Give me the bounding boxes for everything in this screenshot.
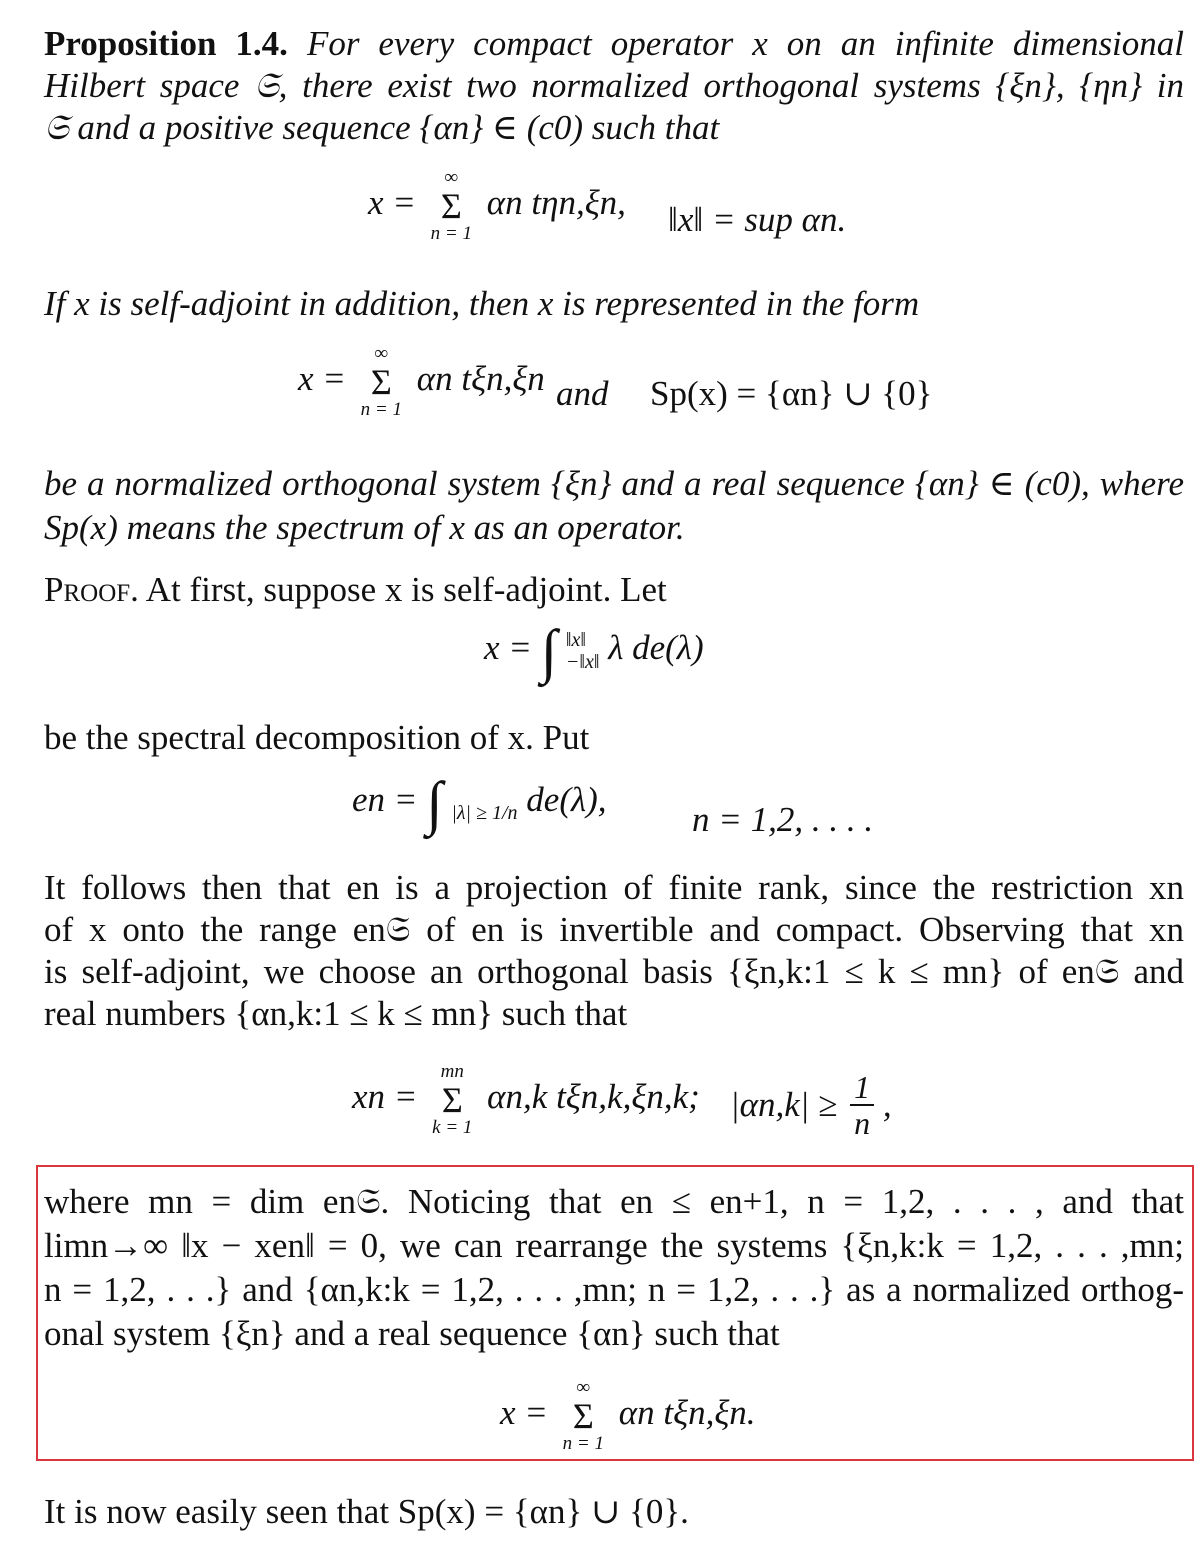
eq5-comma: , — [882, 1085, 892, 1124]
conclusion-line: It is now easily seen that Sp(x) = {αn} ∪ {0}. — [44, 1492, 689, 1531]
equation-3 — [484, 617, 704, 684]
proposition-line-3: 𝔖 and a positive sequence {αn} ∈ (c0) such that — [44, 108, 720, 147]
equation-5-bound — [730, 1070, 892, 1140]
eq5-lhs: xn = — [352, 1077, 418, 1117]
follows-line-3: is self-adjoint, we choose an orthogonal basis {ξn,k:1 ≤ k ≤ mn} of en𝔖 and — [44, 952, 1184, 991]
sum-upper-limit: ∞ — [444, 167, 459, 188]
fraction-numerator: 1 — [850, 1070, 874, 1106]
integral-domain — [451, 782, 517, 824]
normalized-line-1: be a normalized orthogonal system {ξn} and a real sequence {αn} ∈ (c0), where — [44, 464, 1184, 503]
equation-1 — [368, 168, 626, 244]
eq4-range: n = 1,2, . . . . — [692, 800, 874, 839]
fraction — [850, 1070, 874, 1140]
eq4-integrand: de(λ), — [526, 780, 607, 819]
normalized-line-2: Sp(x) means the spectrum of x as an operator. — [44, 508, 685, 547]
eq2-term: αn tξn,ξn — [416, 359, 545, 399]
boxed-line-1: where mn = dim en𝔖. Noticing that en ≤ en+1, n = 1,2, . . . , and that — [44, 1182, 1184, 1221]
sum-upper-limit: ∞ — [576, 1377, 591, 1398]
integral-symbol: ∫ — [540, 617, 558, 684]
sum-operator — [361, 344, 402, 420]
sigma-symbol: Σ — [370, 362, 392, 402]
sum-lower-limit: n = 1 — [360, 399, 402, 420]
eq3-lhs: x = — [484, 628, 532, 667]
fraction-denominator: n — [854, 1105, 871, 1141]
eq5-term: αn,k tξn,k,ξn,k; — [487, 1077, 700, 1117]
sigma-symbol: Σ — [441, 1080, 463, 1120]
proof-line — [44, 568, 1184, 612]
eq1-lhs: x = — [368, 183, 416, 223]
proof-text: At first, suppose x is self-adjoint. Let — [145, 570, 667, 609]
integral-upper: ‖x‖ — [565, 628, 586, 651]
integral-symbol: ∫ — [426, 769, 443, 836]
proposition-line-1 — [44, 22, 1184, 66]
eq2-and: and — [556, 374, 609, 413]
integral-lower: −‖x‖ — [565, 650, 600, 673]
follows-line-1: It follows then that en is a projection of finite rank, since the restriction xn — [44, 868, 1184, 907]
boxed-line-2: limn→∞ ‖x − xen‖ = 0, we can rearrange the systems {ξn,k:k = 1,2, . . . ,mn; — [44, 1226, 1184, 1265]
boxed-line-3: n = 1,2, . . .} and {αn,k:k = 1,2, . . . ,mn; n = 1,2, . . .} as a normalized orthog- — [44, 1270, 1184, 1309]
sum-operator — [432, 1062, 472, 1138]
sum-operator — [563, 1378, 604, 1454]
eq3-integrand: λ de(λ) — [608, 628, 704, 667]
proposition-line-2: Hilbert space 𝔖, there exist two normalized orthogonal systems {ξn}, {ηn} in — [44, 66, 1184, 105]
sum-upper-limit: mn — [440, 1061, 464, 1082]
follows-line-2: of x onto the range en𝔖 of en is invertible and compact. Observing that xn — [44, 910, 1184, 949]
equation-4 — [352, 769, 607, 836]
sigma-symbol: Σ — [440, 186, 462, 226]
sum-lower-limit: n = 1 — [430, 223, 472, 244]
integral-limits — [566, 629, 600, 673]
equation-1-norm: ‖x‖ = sup αn. — [668, 200, 847, 239]
sum-lower-limit: n = 1 — [562, 1433, 604, 1454]
equation-6 — [500, 1378, 756, 1454]
proposition-label: Proposition 1.4. — [44, 24, 288, 63]
follows-line-4: real numbers {αn,k:1 ≤ k ≤ mn} such that — [44, 994, 628, 1033]
eq4-lhs: en = — [352, 780, 418, 819]
spectral-sentence: be the spectral decomposition of x. Put — [44, 718, 590, 757]
sum-operator — [431, 168, 472, 244]
equation-5 — [352, 1062, 700, 1138]
integral-domain-text: |λ| ≥ 1/n — [451, 801, 518, 824]
equation-2 — [298, 344, 545, 420]
eq6-lhs: x = — [500, 1393, 548, 1433]
sum-upper-limit: ∞ — [374, 343, 389, 364]
sigma-symbol: Σ — [572, 1396, 594, 1436]
eq2-lhs: x = — [298, 359, 346, 399]
proof-label: Proof. — [44, 570, 139, 609]
eq5-bound-lhs: |αn,k| ≥ — [730, 1085, 838, 1124]
sum-lower-limit: k = 1 — [432, 1117, 473, 1138]
boxed-line-4: onal system {ξn} and a real sequence {αn} such that — [44, 1314, 780, 1353]
proposition-text-1: For every compact operator x on an infinite dimensional — [306, 24, 1185, 63]
selfadjoint-sentence: If x is self-adjoint in addition, then x is represented in the form — [44, 284, 920, 323]
eq1-term: αn tηn,ξn, — [486, 183, 626, 223]
eq6-term: αn tξn,ξn. — [618, 1393, 756, 1433]
eq2-spectrum: Sp(x) = {αn} ∪ {0} — [650, 374, 933, 413]
